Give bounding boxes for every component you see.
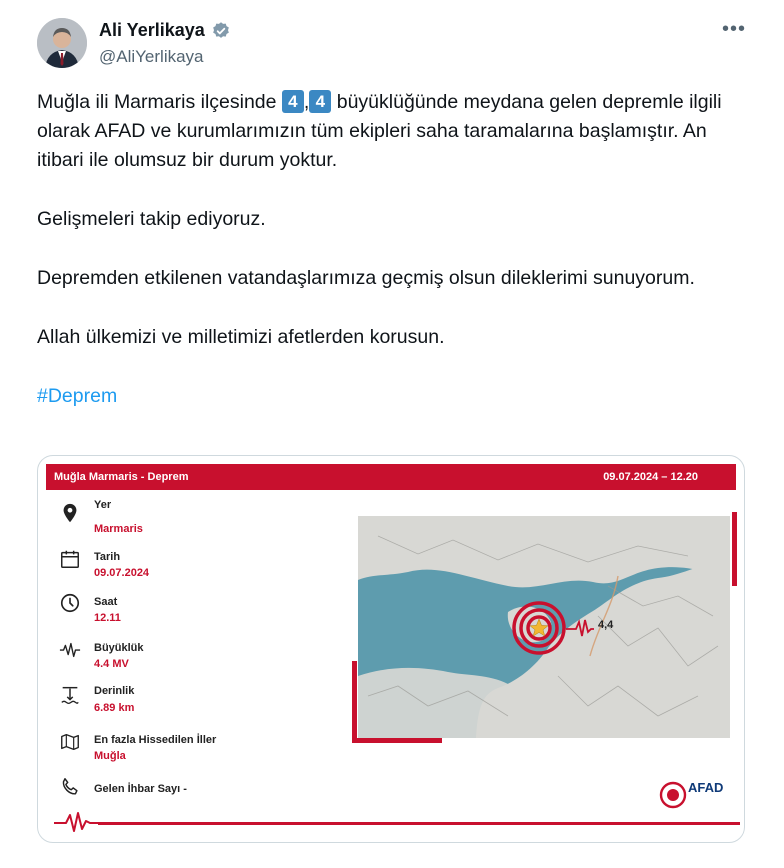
ihbar-label: Gelen İhbar Sayı - <box>94 783 187 795</box>
tweet-paragraph-3: Depremden etkilenen vatandaşlarımıza geçmiş olsun dileklerimi sunuyorum. <box>37 267 695 289</box>
iller-label: En fazla Hissedilen İller <box>94 734 217 746</box>
tarih-value: 09.07.2024 <box>94 567 150 579</box>
card-title: Muğla Marmaris - Deprem <box>54 471 189 483</box>
phone-icon <box>59 776 81 798</box>
tweet-text-part: büyüklüğünde meydana gelen depremle ilgili olarak AFAD ve kurumlarımızın tüm ekipleri saha taramalarına başlamıştır. An itibari ile olumsuz bir durum yoktur. <box>37 91 722 171</box>
map-icon <box>59 731 81 753</box>
iller-value: Muğla <box>94 750 126 762</box>
frame-bracket <box>352 661 357 743</box>
footer-line <box>98 822 740 825</box>
frame-bracket <box>352 738 442 743</box>
calendar-icon <box>59 548 81 570</box>
buyukluk-value: 4.4 MV <box>94 658 129 670</box>
saat-label: Saat <box>94 596 118 608</box>
location-pin-icon <box>59 502 81 524</box>
seismic-wave-icon <box>59 639 81 661</box>
author-handle[interactable]: @AliYerlikaya <box>99 47 204 66</box>
clock-icon <box>59 592 81 614</box>
tweet-text-part: Muğla ili Marmaris ilçesinde <box>37 91 282 113</box>
verified-badge-icon <box>211 21 231 41</box>
keycap-digit: 4 <box>309 90 331 113</box>
tweet-image-card[interactable] <box>37 455 745 843</box>
tweet-paragraph-2: Gelişmeleri takip ediyoruz. <box>37 208 266 230</box>
yer-label: Yer <box>94 499 112 511</box>
author-avatar[interactable] <box>37 18 87 68</box>
tweet-text-part: , <box>303 91 310 113</box>
tweet-paragraph-1 <box>37 88 727 175</box>
more-options-icon[interactable]: ••• <box>722 18 747 40</box>
epicenter-map <box>358 516 730 738</box>
card-datetime: 09.07.2024 – 12.20 <box>603 471 698 483</box>
depth-icon <box>59 684 81 706</box>
tweet-text <box>37 88 727 411</box>
author-name[interactable]: Ali Yerlikaya <box>99 20 205 40</box>
derinlik-label: Derinlik <box>94 685 135 697</box>
keycap-digit: 4 <box>282 90 304 113</box>
saat-value: 12.11 <box>94 612 121 624</box>
tweet-paragraph-4: Allah ülkemizi ve milletimizi afetlerden korusun. <box>37 326 445 348</box>
hashtag-link[interactable]: #Deprem <box>37 385 118 407</box>
yer-value: Marmaris <box>94 523 143 535</box>
map-magnitude-label: 4,4 <box>598 619 614 631</box>
seismic-line-icon <box>54 811 104 835</box>
derinlik-value: 6.89 km <box>94 702 135 714</box>
tarih-label: Tarih <box>94 551 121 563</box>
frame-bracket <box>732 512 737 586</box>
afad-logo-text: AFAD <box>688 780 724 795</box>
buyukluk-label: Büyüklük <box>94 642 144 654</box>
card-header <box>46 464 736 490</box>
